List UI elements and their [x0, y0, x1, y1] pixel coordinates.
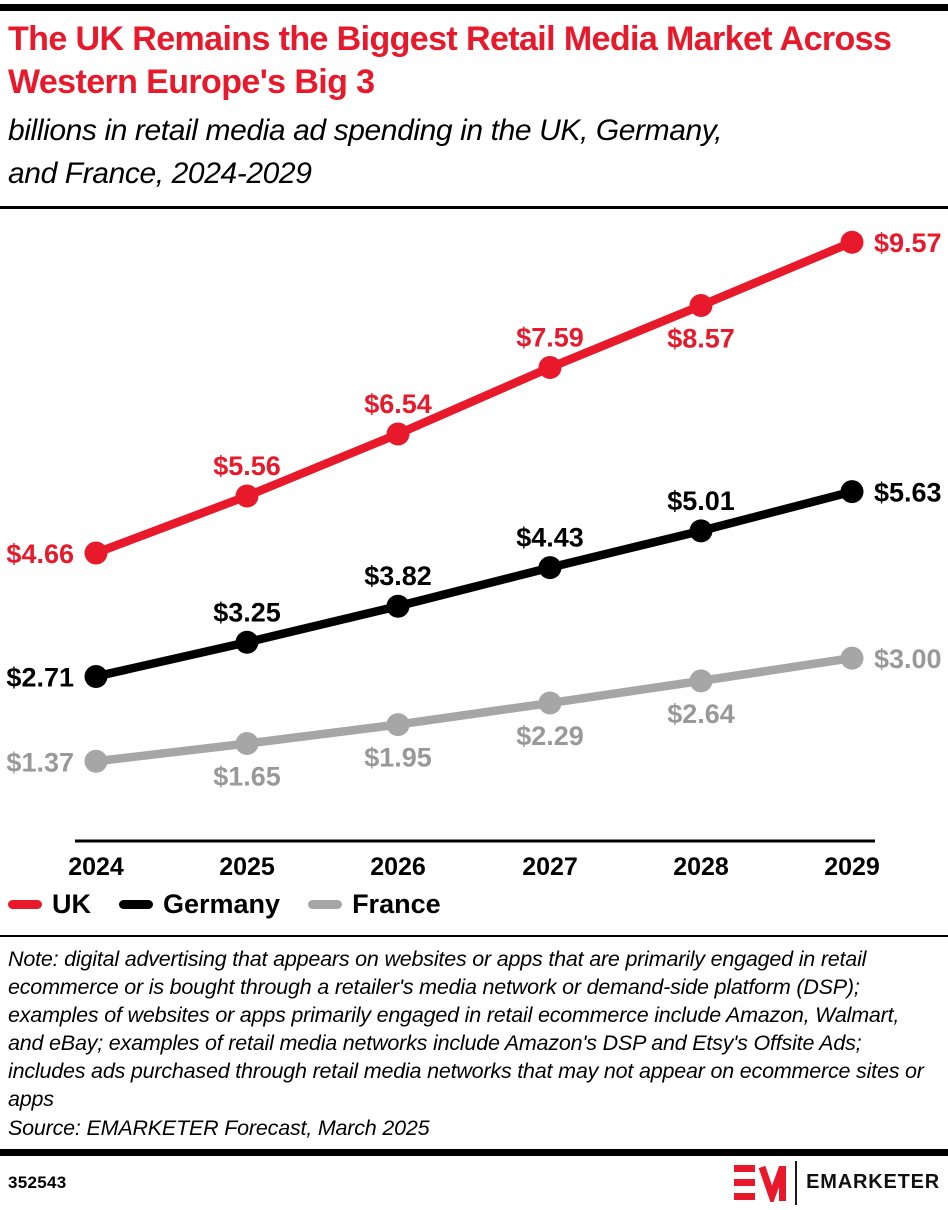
germany-point-2025 — [236, 630, 259, 653]
line-chart — [0, 209, 948, 885]
chart-header — [0, 11, 948, 196]
france-value-label: $2.64 — [667, 698, 735, 729]
germany-point-2027 — [539, 556, 562, 579]
germany-point-2026 — [387, 594, 410, 617]
chart-legend — [0, 889, 948, 921]
germany-value-label: $5.01 — [667, 485, 735, 516]
legend-item-germany — [119, 889, 280, 920]
france-value-label: $3.00 — [874, 643, 942, 674]
legend-swatch-france — [308, 900, 342, 909]
uk-point-2027 — [539, 356, 562, 379]
emarketer-wordmark: EMARKETER — [806, 1171, 940, 1194]
x-axis-tick-label: 2026 — [370, 852, 426, 881]
france-value-label: $2.29 — [516, 720, 584, 751]
top-divider-bar — [0, 4, 948, 11]
uk-point-2029 — [841, 230, 864, 253]
germany-value-label: $5.63 — [874, 477, 942, 508]
x-axis-tick-label: 2027 — [522, 852, 578, 881]
uk-point-2026 — [387, 422, 410, 445]
uk-value-label: $6.54 — [364, 388, 432, 419]
germany-value-label: $4.43 — [516, 522, 584, 553]
france-point-2029 — [841, 646, 864, 669]
chart-note: Note: digital advertising that appears on websites or apps that are primarily engaged in retail ecommerce or is bought through a retailer's media network or demand-side platform (DSP); examples of websites or apps primarily engaged in retail ecommerce include Amazon, Walmart, and eBay; examples of retail media networks include Amazon's DSP and Etsy's Offsite Ads; includes ads purchased through retail media networks that may not appear on ecommerce sites or apps — [8, 946, 924, 1112]
france-point-2027 — [539, 691, 562, 714]
legend-swatch-uk — [8, 900, 42, 909]
legend-label-germany: Germany — [163, 889, 281, 920]
germany-value-label: $2.71 — [6, 662, 74, 693]
x-axis-tick-label: 2028 — [673, 852, 729, 881]
france-value-label: $1.65 — [213, 761, 281, 792]
legend-swatch-germany — [119, 900, 153, 909]
legend-label-uk: UK — [52, 889, 91, 920]
france-point-2026 — [387, 713, 410, 736]
em-monogram-icon — [734, 1164, 786, 1202]
uk-value-label: $5.56 — [213, 450, 281, 481]
germany-point-2024 — [85, 665, 108, 688]
france-point-2028 — [690, 669, 713, 692]
footer — [0, 1156, 948, 1204]
uk-line — [96, 242, 852, 553]
legend-label-france: France — [352, 889, 441, 920]
germany-point-2029 — [841, 480, 864, 503]
note-block — [0, 937, 948, 1143]
chart-id: 352543 — [8, 1172, 67, 1192]
france-line — [96, 658, 852, 761]
legend-item-france — [308, 889, 441, 920]
uk-value-label: $9.57 — [874, 227, 942, 258]
germany-value-label: $3.82 — [364, 560, 432, 591]
germany-value-label: $3.25 — [213, 596, 281, 627]
x-axis-tick-label: 2029 — [824, 852, 880, 881]
france-point-2025 — [236, 732, 259, 755]
uk-point-2028 — [690, 294, 713, 317]
emarketer-logo — [734, 1161, 940, 1205]
legend-item-uk — [8, 889, 91, 920]
page-subtitle: billions in retail media ad spending in the UK, Germany, and France, 2024-2029 — [8, 113, 723, 191]
chart-source: Source: EMARKETER Forecast, March 2025 — [8, 1115, 430, 1140]
uk-value-label: $7.59 — [516, 322, 584, 353]
x-axis-tick-label: 2025 — [219, 852, 275, 881]
footer-divider-bar — [0, 1149, 948, 1156]
uk-value-label: $8.57 — [667, 323, 735, 354]
page-title: The UK Remains the Biggest Retail Media Market Across Western Europe's Big 3 — [8, 20, 892, 101]
uk-point-2025 — [236, 484, 259, 507]
uk-point-2024 — [85, 541, 108, 564]
logo-divider — [795, 1161, 797, 1205]
france-value-label: $1.95 — [364, 742, 432, 773]
x-axis-tick-label: 2024 — [68, 852, 124, 881]
germany-point-2028 — [690, 519, 713, 542]
france-value-label: $1.37 — [6, 746, 74, 777]
germany-line — [96, 491, 852, 676]
france-point-2024 — [85, 749, 108, 772]
uk-value-label: $4.66 — [6, 538, 74, 569]
